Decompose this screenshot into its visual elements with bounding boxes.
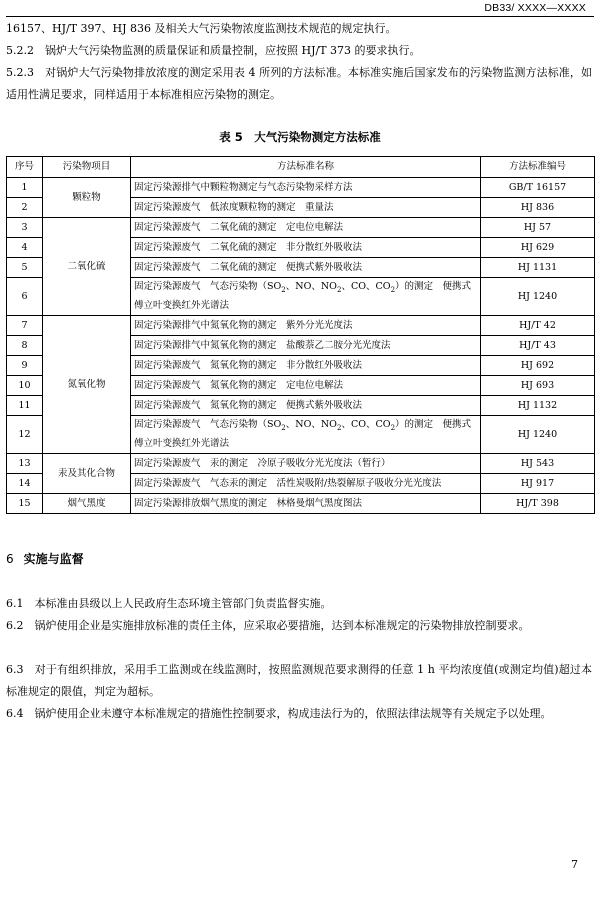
row-no: 4 [7,238,43,258]
row-no: 12 [7,416,43,454]
method-code: HJ 1131 [481,258,595,278]
section-number: 6 [6,552,14,566]
row-no: 9 [7,356,43,376]
group-nitrogen-oxides: 氮氧化物 [43,316,131,454]
row-no: 2 [7,198,43,218]
method-code: HJ 1240 [481,278,595,316]
method-code: HJ 629 [481,238,595,258]
document-code: DB33/ XXXX—XXXX [484,2,586,14]
clause-6-3: 6.3 对于有组织排放，采用手工监测或在线监测时，按照监测规范要求测得的任意 1 h 平均浓度值(或测定均值)超过本标准规定的限值，判定为超标。 [6,663,592,698]
header-method-name: 方法标准名称 [131,157,481,178]
table-header-row [7,157,595,178]
intro-paragraph-1: 16157、HJ/T 397、HJ 836 及相关大气污染物浓度监测技术规范的规定执行。 [6,22,397,35]
header-rule [6,16,594,17]
intro-paragraph-3: 5.2.3 对锅炉大气污染物排放浓度的测定采用表 4 所列的方法标准。本标准实施后国家发布的污染物监测方法标准，如适用性满足要求，同样适用于本标准相应污染物的测定。 [6,66,592,101]
method-name: 固定污染源废气 低浓度颗粒物的测定 重量法 [131,198,481,218]
section-title: 实施与监督 [23,552,84,566]
row-no: 1 [7,178,43,198]
group-sulfur-dioxide: 二氧化硫 [43,218,131,316]
row-no: 7 [7,316,43,336]
row-no: 5 [7,258,43,278]
row-no: 13 [7,454,43,474]
method-name: 固定污染源废气 氮氧化物的测定 便携式紫外吸收法 [131,396,481,416]
method-name-ftir: 固定污染源废气 气态污染物（$SO_2$、NO、$NO_2$、CO、$CO_2$）的测定 便携式傅立叶变换红外光谱法 [131,416,481,454]
table-title: 表 5 大气污染物测定方法标准 [219,130,381,144]
row-no: 15 [7,494,43,514]
section-heading [6,550,84,567]
group-smoke-blackness: 烟气黑度 [43,494,131,514]
intro-paragraph-2: 5.2.2 锅炉大气污染物监测的质量保证和质量控制，应按照 HJ/T 373 的要求执行。 [6,44,421,57]
table-row [7,218,595,238]
clause-6-1: 6.1 本标准由县级以上人民政府生态环境主管部门负责监督实施。 [6,597,332,610]
row-no: 14 [7,474,43,494]
method-name: 固定污染源排气中氮氧化物的测定 紫外分光光度法 [131,316,481,336]
table-row [7,454,595,474]
method-code: HJ 1132 [481,396,595,416]
method-code: HJ 1240 [481,416,595,454]
row-no: 8 [7,336,43,356]
header-method-code: 方法标准编号 [481,157,595,178]
method-standards-table [6,156,595,514]
method-name: 固定污染源废气 汞的测定 冷原子吸收分光光度法（暂行） [131,454,481,474]
method-code: HJ/T 43 [481,336,595,356]
method-code: HJ 692 [481,356,595,376]
method-name: 固定污染源排放烟气黑度的测定 林格曼烟气黑度图法 [131,494,481,514]
method-name: 固定污染源废气 二氧化硫的测定 便携式紫外吸收法 [131,258,481,278]
method-code: HJ 543 [481,454,595,474]
row-no: 11 [7,396,43,416]
method-name: 固定污染源废气 氮氧化物的测定 定电位电解法 [131,376,481,396]
method-name: 固定污染源废气 二氧化硫的测定 定电位电解法 [131,218,481,238]
method-code: HJ 57 [481,218,595,238]
header-no: 序号 [7,157,43,178]
method-name-ftir: 固定污染源废气 气态污染物（$SO_2$、NO、$NO_2$、CO、$CO_2$）的测定 便携式傅立叶变换红外光谱法 [131,278,481,316]
method-name: 固定污染源排气中颗粒物测定与气态污染物采样方法 [131,178,481,198]
method-name: 固定污染源排气中氮氧化物的测定 盐酸萘乙二胺分光光度法 [131,336,481,356]
group-particulate: 颗粒物 [43,178,131,218]
row-no: 10 [7,376,43,396]
row-no: 6 [7,278,43,316]
method-code: HJ/T 42 [481,316,595,336]
table-row [7,178,595,198]
method-name: 固定污染源废气 二氧化硫的测定 非分散红外吸收法 [131,238,481,258]
method-code: HJ/T 398 [481,494,595,514]
method-code: GB/T 16157 [481,178,595,198]
header-pollutant: 污染物项目 [43,157,131,178]
method-name: 固定污染源废气 气态汞的测定 活性炭吸附/热裂解原子吸收分光光度法 [131,474,481,494]
group-mercury: 汞及其化合物 [43,454,131,494]
table-row [7,494,595,514]
method-code: HJ 917 [481,474,595,494]
table-row [7,316,595,336]
clause-6-4: 6.4 锅炉使用企业未遵守本标准规定的措施性控制要求，构成违法行为的，依照法律法规等有关规定予以处理。 [6,707,552,720]
page-number: 7 [571,858,578,871]
clause-6-2: 6.2 锅炉使用企业是实施排放标准的责任主体，应采取必要措施，达到本标准规定的污染物排放控制要求。 [6,619,530,632]
method-code: HJ 836 [481,198,595,218]
row-no: 3 [7,218,43,238]
method-name: 固定污染源废气 氮氧化物的测定 非分散红外吸收法 [131,356,481,376]
method-code: HJ 693 [481,376,595,396]
